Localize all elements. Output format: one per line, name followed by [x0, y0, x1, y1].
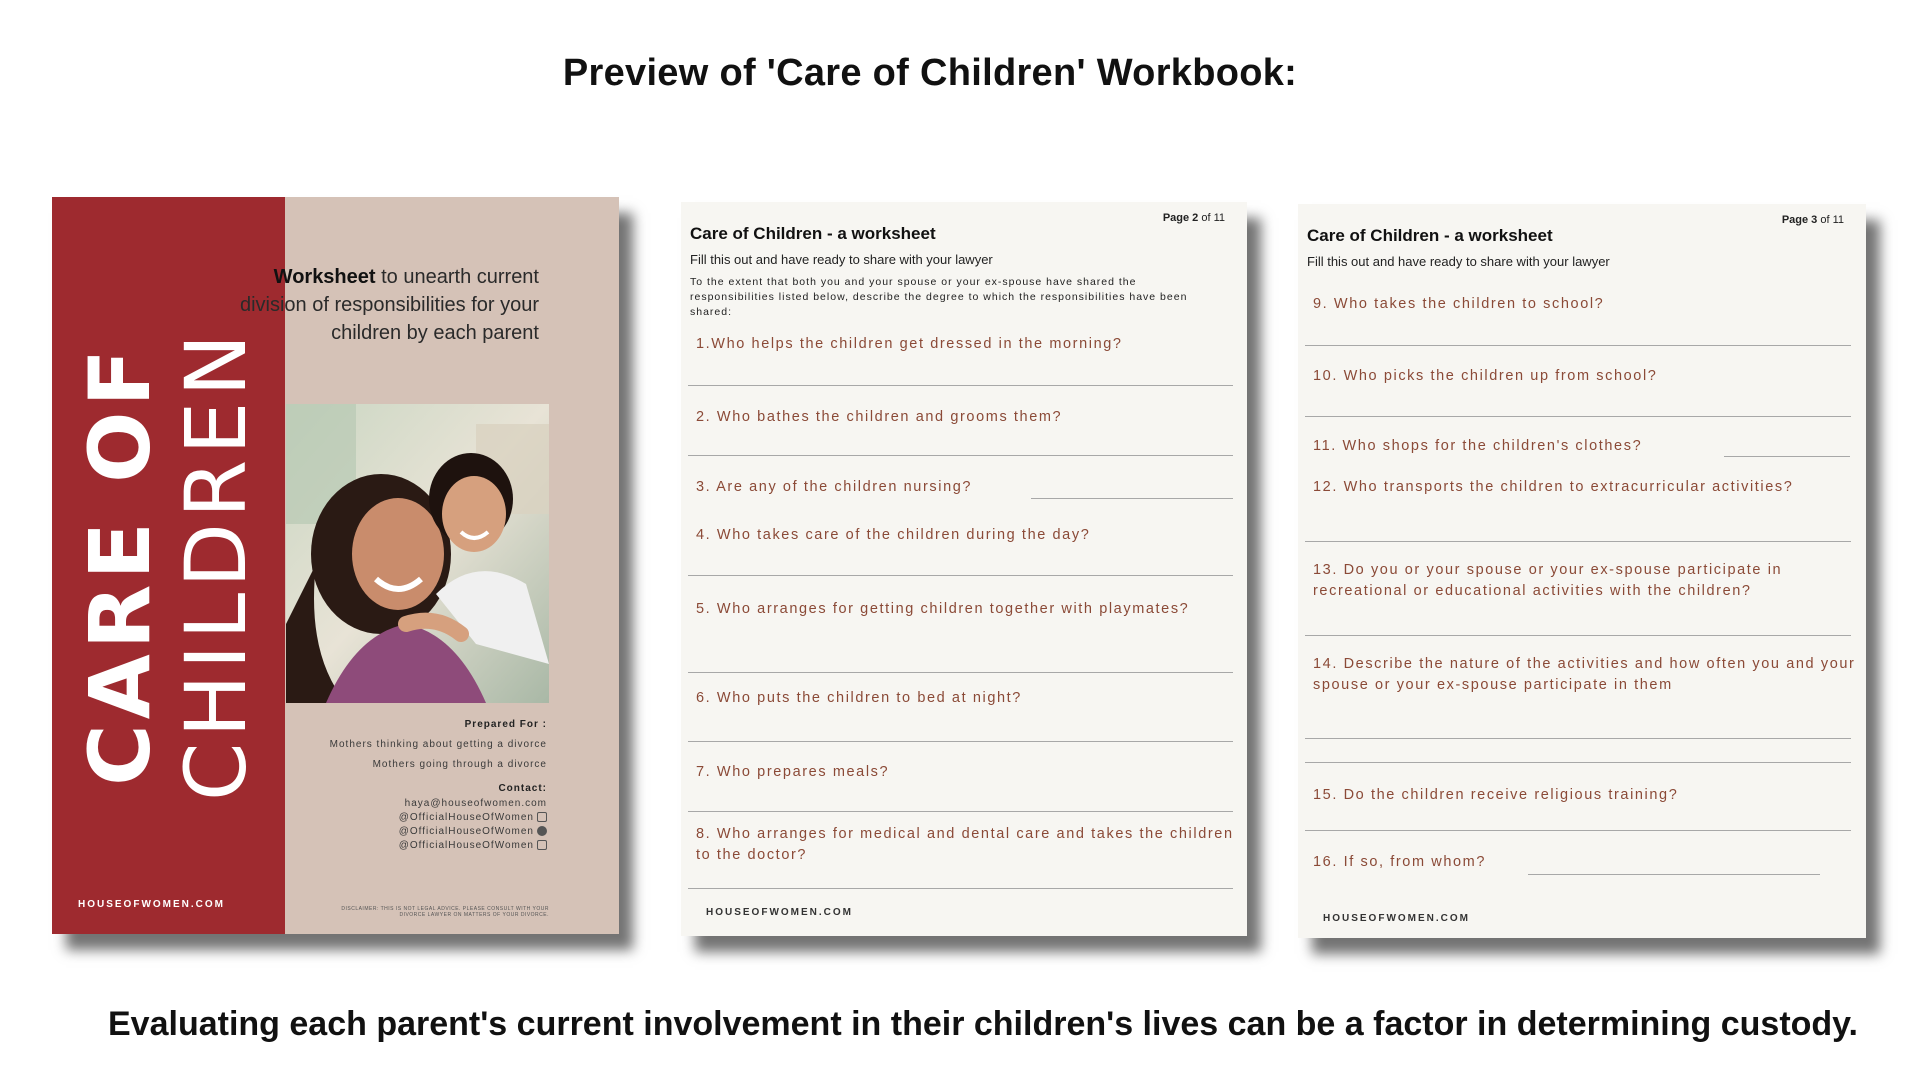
cover-intro-rest: to unearth current division of responsibilities for your children by each parent — [239, 266, 539, 344]
cover-footer-site: HOUSEOFWOMEN.COM — [78, 899, 225, 910]
question: 7. Who prepares meals? — [696, 764, 890, 780]
contact-email: haya@houseofwomen.com — [404, 798, 547, 809]
answer-line[interactable] — [688, 385, 1233, 386]
answer-line[interactable] — [688, 811, 1233, 812]
cover-title-line2: CHILDREN — [167, 328, 265, 802]
answer-line[interactable] — [688, 672, 1233, 673]
answer-line[interactable] — [688, 741, 1233, 742]
answer-line[interactable] — [688, 888, 1233, 889]
answer-line[interactable] — [1305, 830, 1851, 831]
sheet-footer-site: HOUSEOFWOMEN.COM — [706, 907, 853, 918]
answer-line[interactable] — [1031, 498, 1233, 499]
answer-line[interactable] — [688, 455, 1233, 456]
instagram-icon — [537, 812, 547, 822]
page-number: Page 2 of 11 — [1162, 212, 1225, 224]
answer-line[interactable] — [1724, 456, 1850, 457]
question: 11. Who shops for the children's clothes? — [1313, 438, 1643, 454]
answer-line[interactable] — [1305, 541, 1851, 542]
question: 6. Who puts the children to bed at night? — [696, 690, 1022, 706]
prepared-for-item: Mothers going through a divorce — [372, 759, 547, 770]
answer-line[interactable] — [1305, 762, 1851, 763]
disclaimer: DISCLAIMER: THIS IS NOT LEGAL ADVICE. PLEASE CONSULT WITH YOUR DIVORCE LAWYER ON MATTERS OF YOUR DIVORCE. — [341, 906, 549, 918]
bottom-caption: Evaluating each parent's current involvement in their children's lives can be a factor in determining custody. — [108, 1005, 1859, 1043]
question: 15. Do the children receive religious training? — [1313, 787, 1679, 803]
question: 8. Who arranges for medical and dental care and takes the children to the doctor? — [696, 826, 1234, 863]
answer-line[interactable] — [1305, 416, 1851, 417]
mother-daughter-photo — [286, 404, 549, 703]
cover-page — [52, 197, 619, 934]
prepared-for-item: Mothers thinking about getting a divorce — [329, 739, 547, 750]
cover-title — [71, 328, 265, 802]
prepared-for-label: Prepared For : — [464, 719, 547, 730]
cover-title-line1: CARE OF — [71, 344, 169, 786]
question: 13. Do you or your spouse or your ex-spouse participate in recreational or educational activities with the children? — [1313, 562, 1783, 599]
question: 12. Who transports the children to extracurricular activities? — [1313, 479, 1794, 495]
question: 2. Who bathes the children and grooms them? — [696, 409, 1063, 425]
question: 10. Who picks the children up from school? — [1313, 368, 1658, 384]
contact-label: Contact: — [498, 783, 547, 794]
page-number: Page 3 of 11 — [1781, 214, 1844, 226]
cover-intro-bold: Worksheet — [273, 266, 376, 288]
answer-line[interactable] — [688, 575, 1233, 576]
answer-line[interactable] — [1528, 874, 1820, 875]
worksheet-page-3 — [1298, 204, 1866, 938]
question: 14. Describe the nature of the activities and how often you and your spouse or your ex-spouse participate in them — [1313, 656, 1856, 693]
worksheet-subtitle: Fill this out and have ready to share with your lawyer — [690, 252, 993, 267]
worksheet-title: Care of Children - a worksheet — [690, 224, 936, 243]
youtube-icon — [537, 840, 547, 850]
page-title: Preview of 'Care of Children' Workbook: — [562, 52, 1298, 94]
twitter-icon — [537, 826, 547, 836]
cover-intro — [239, 263, 539, 347]
answer-line[interactable] — [1305, 345, 1851, 346]
worksheet-intro: To the extent that both you and your spouse or your ex-spouse have shared the responsibilities listed below, describe the degree to which the responsibilities have been shared: — [690, 276, 1188, 318]
contact-instagram: @OfficialHouseOfWomen — [327, 812, 547, 824]
sheet-footer-site: HOUSEOFWOMEN.COM — [1323, 913, 1470, 924]
answer-line[interactable] — [1305, 738, 1851, 739]
question: 1.Who helps the children get dressed in the morning? — [696, 336, 1123, 352]
question: 3. Are any of the children nursing? — [696, 479, 973, 495]
contact-twitter: @OfficialHouseOfWomen — [327, 826, 547, 838]
contact-youtube: @OfficialHouseOfWomen — [327, 840, 547, 852]
question: 5. Who arranges for getting children together with playmates? — [696, 601, 1190, 617]
worksheet-title: Care of Children - a worksheet — [1307, 226, 1553, 245]
question: 9. Who takes the children to school? — [1313, 296, 1605, 312]
worksheet-subtitle: Fill this out and have ready to share with your lawyer — [1307, 254, 1610, 269]
worksheet-page-2 — [681, 202, 1247, 936]
prepared-for-block — [327, 719, 547, 854]
question: 4. Who takes care of the children during the day? — [696, 527, 1091, 543]
answer-line[interactable] — [1305, 635, 1851, 636]
question: 16. If so, from whom? — [1313, 854, 1487, 870]
